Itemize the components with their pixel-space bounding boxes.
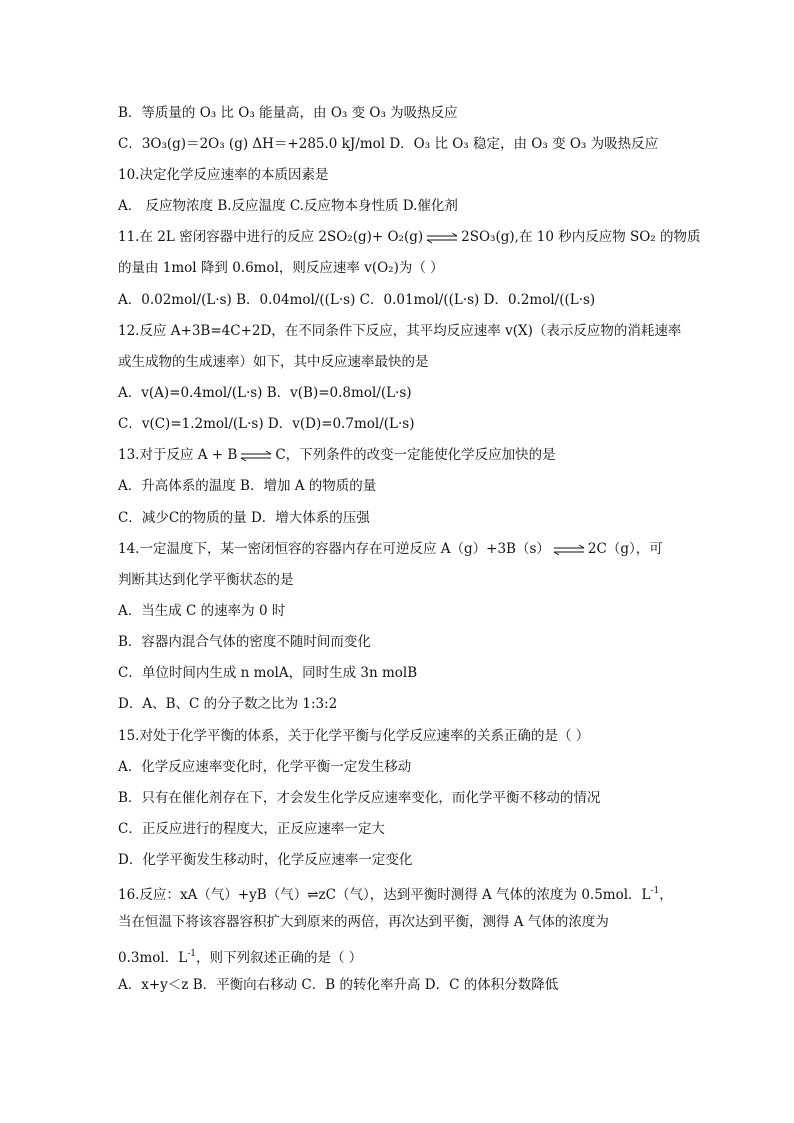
q16-stem1-end: ， bbox=[659, 887, 673, 903]
q14-option-c: C．单位时间内生成 n molA，同时生成 3n molB bbox=[118, 665, 418, 681]
q14-stem-post: 2C（g），可 bbox=[587, 541, 663, 557]
q16-stem3-text: 0.3mol．L bbox=[118, 950, 188, 966]
q14-stem bbox=[118, 539, 663, 559]
q14-option-a: A．当生成 C 的速率为 0 时 bbox=[118, 603, 286, 619]
q15-option-a: A．化学反应速率变化时，化学平衡一定发生移动 bbox=[118, 759, 412, 775]
q16-stem-line2: 当在恒温下将该容器容积扩大到原来的两倍，再次达到平衡，测得 A 气体的浓度为 bbox=[118, 914, 609, 930]
q16-stem1-text: 16.反应：xA（气）+yB（气）⇌zC（气），达到平衡时测得 A 气体的浓度为 0.5mol．L bbox=[118, 887, 651, 903]
q13-stem-pre: 13.对于反应 A + B bbox=[118, 447, 238, 463]
equilibrium-arrow-icon bbox=[240, 450, 272, 462]
q16-options: A．x+y＜z B．平衡向右移动 C．B 的转化率升高 D．C 的体积分数降低 bbox=[118, 977, 559, 993]
q14-option-d: D．A、B、C 的分子数之比为 1:3:2 bbox=[118, 696, 338, 712]
q12-stem-line2: 或生成物的生成速率）如下，其中反应速率最快的是 bbox=[118, 354, 429, 370]
q9-options-cd: C．3O₃(g)＝2O₃ (g) ΔH＝+285.0 kJ/mol D．O₃ 比 O₃ 稳定，由 O₃ 变 O₃ 为吸热反应 bbox=[118, 136, 659, 152]
q15-stem: 15.对处于化学平衡的体系，关于化学平衡与化学反应速率的关系正确的是（ ） bbox=[118, 728, 590, 744]
q9-option-b: B．等质量的 O₃ 比 O₃ 能量高，由 O₃ 变 O₃ 为吸热反应 bbox=[118, 105, 458, 121]
q11-stem-pre: 11.在 2L 密闭容器中进行的反应 2SO₂(g)+ O₂(g) bbox=[118, 229, 424, 245]
q16-stem1-superscript: -1 bbox=[650, 886, 660, 896]
q15-option-b: B．只有在催化剂存在下，才会发生化学反应速率变化，而化学平衡不移动的情况 bbox=[118, 790, 601, 806]
q15-option-c: C．正反应进行的程度大，正反应速率一定大 bbox=[118, 821, 385, 837]
q16-stem-line3 bbox=[118, 944, 362, 964]
q14-option-b: B．容器内混合气体的密度不随时间而变化 bbox=[118, 634, 371, 650]
q16-stem-line1 bbox=[118, 881, 673, 901]
q13-stem-post: C，下列条件的改变一定能使化学反应加快的是 bbox=[275, 447, 556, 463]
q13-stem bbox=[118, 445, 556, 465]
q10-stem: 10.决定化学反应速率的本质因素是 bbox=[118, 167, 329, 183]
q12-options-cd: C．v(C)=1.2mol/(L·s) D．v(D)=0.7mol/(L·s) bbox=[118, 416, 415, 432]
q12-stem-line1: 12.反应 A+3B=4C+2D，在不同条件下反应，其平均反应速率 v(X)（表示反应物的消耗速率 bbox=[118, 323, 682, 339]
q11-stem-line2: 的量由 1mol 降到 0.6mol，则反应速率 v(O₂)为（ ） bbox=[118, 260, 444, 276]
q15-option-d: D．化学平衡发生移动时，化学反应速率一定变化 bbox=[118, 852, 413, 868]
q11-stem-post: 2SO₃(g),在 10 秒内反应物 SO₂ 的物质 bbox=[461, 229, 701, 245]
q11-stem bbox=[118, 227, 701, 247]
q14-stem-pre: 14.一定温度下，某一密闭恒容的容器内存在可逆反应 A（g）+3B（s） bbox=[118, 541, 550, 557]
q13-options-ab: A．升高体系的温度 B．增加 A 的物质的量 bbox=[118, 478, 377, 494]
q11-options: A．0.02mol/(L·s) B．0.04mol/((L·s) C．0.01mol/((L·s) D．0.2mol/((L·s) bbox=[118, 292, 596, 308]
q12-options-ab: A．v(A)=0.4mol/(L·s) B．v(B)=0.8mol/(L·s) bbox=[118, 385, 412, 401]
equilibrium-arrow-icon bbox=[426, 232, 458, 244]
q10-options: A． 反应物浓度 B.反应温度 C.反应物本身性质 D.催化剂 bbox=[118, 198, 458, 214]
q16-stem3-post: ，则下列叙述正确的是（ ） bbox=[195, 950, 363, 966]
q14-stem-line2: 判断其达到化学平衡状态的是 bbox=[118, 572, 294, 588]
q16-stem3-superscript: -1 bbox=[187, 949, 196, 959]
q13-options-cd: C．减少C的物质的量 D．增大体系的压强 bbox=[118, 510, 370, 526]
equilibrium-arrow-icon bbox=[553, 544, 585, 556]
